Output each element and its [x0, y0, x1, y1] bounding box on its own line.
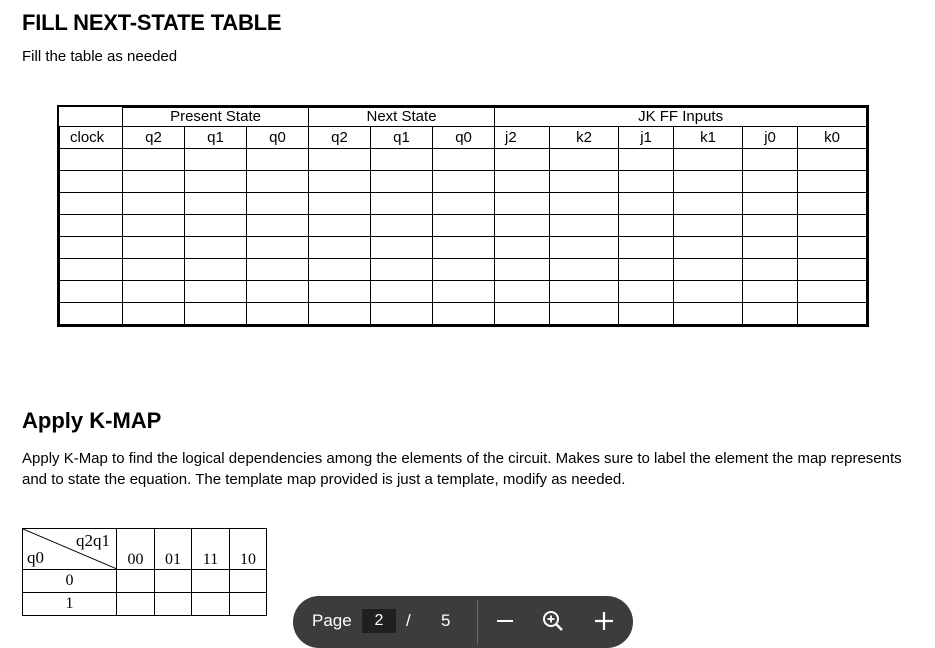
kmap-col-label: 00	[117, 529, 155, 570]
table-cell[interactable]	[619, 303, 674, 325]
zoom-fit-button[interactable]	[541, 609, 565, 633]
table-cell[interactable]	[185, 237, 247, 259]
kmap-cell[interactable]	[117, 593, 155, 616]
col-present-q1: q1	[185, 127, 247, 149]
table-cell[interactable]	[495, 149, 550, 171]
table-cell[interactable]	[743, 193, 798, 215]
table-cell[interactable]	[433, 193, 495, 215]
table-cell[interactable]	[743, 259, 798, 281]
table-cell[interactable]	[309, 303, 371, 325]
table-cell[interactable]	[60, 259, 123, 281]
current-page-input[interactable]: 2	[362, 609, 396, 633]
table-cell[interactable]	[743, 281, 798, 303]
zoom-out-button[interactable]	[494, 608, 516, 632]
table-cell[interactable]	[60, 237, 123, 259]
table-cell[interactable]	[798, 259, 867, 281]
instruction-text: Fill the table as needed	[22, 48, 178, 65]
next-state-table	[59, 107, 867, 325]
table-cell[interactable]	[743, 149, 798, 171]
table-cell[interactable]	[619, 149, 674, 171]
table-cell[interactable]	[674, 303, 743, 325]
table-cell[interactable]	[674, 237, 743, 259]
table-cell[interactable]	[123, 193, 185, 215]
table-cell[interactable]	[674, 171, 743, 193]
table-cell[interactable]	[674, 149, 743, 171]
table-cell[interactable]	[371, 281, 433, 303]
table-cell[interactable]	[185, 303, 247, 325]
table-cell[interactable]	[371, 149, 433, 171]
table-cell[interactable]	[371, 215, 433, 237]
kmap-corner	[23, 529, 117, 570]
table-cell[interactable]	[495, 215, 550, 237]
table-cell[interactable]	[309, 281, 371, 303]
kmap-cell[interactable]	[230, 570, 267, 593]
table-cell[interactable]	[433, 215, 495, 237]
table-cell[interactable]	[798, 303, 867, 325]
table-cell[interactable]	[550, 303, 619, 325]
table-cell[interactable]	[123, 259, 185, 281]
table-cell[interactable]	[185, 149, 247, 171]
table-row	[60, 281, 867, 303]
table-cell[interactable]	[60, 303, 123, 325]
table-cell[interactable]	[309, 259, 371, 281]
kmap-row-label: 1	[23, 593, 117, 616]
table-cell[interactable]	[743, 237, 798, 259]
table-cell[interactable]	[247, 149, 309, 171]
table-corner-blank	[60, 108, 123, 127]
kmap-col-label: 01	[155, 529, 192, 570]
table-cell[interactable]	[185, 215, 247, 237]
table-cell[interactable]	[674, 215, 743, 237]
col-next-q2: q2	[309, 127, 371, 149]
table-cell[interactable]	[674, 259, 743, 281]
table-cell[interactable]	[433, 171, 495, 193]
table-cell[interactable]	[550, 237, 619, 259]
col-present-q0: q0	[247, 127, 309, 149]
group-next-state: Next State	[309, 108, 495, 127]
col-k1: k1	[674, 127, 743, 149]
kmap-row-label: 0	[23, 570, 117, 593]
table-cell[interactable]	[60, 149, 123, 171]
table-cell[interactable]	[743, 171, 798, 193]
table-cell[interactable]	[495, 303, 550, 325]
col-clock: clock	[60, 127, 123, 149]
table-cell[interactable]	[123, 281, 185, 303]
table-cell[interactable]	[309, 237, 371, 259]
zoom-in-button[interactable]	[592, 609, 616, 633]
table-cell[interactable]	[185, 193, 247, 215]
table-row	[60, 215, 867, 237]
table-cell[interactable]	[123, 215, 185, 237]
table-row	[60, 193, 867, 215]
table-cell[interactable]	[798, 237, 867, 259]
group-present-state: Present State	[123, 108, 309, 127]
page-separator: /	[406, 611, 411, 630]
table-cell[interactable]	[433, 149, 495, 171]
table-cell[interactable]	[550, 281, 619, 303]
table-cell[interactable]	[123, 237, 185, 259]
kmap-cell[interactable]	[230, 593, 267, 616]
table-cell[interactable]	[495, 237, 550, 259]
table-cell[interactable]	[495, 281, 550, 303]
table-cell[interactable]	[433, 237, 495, 259]
table-cell[interactable]	[674, 193, 743, 215]
table-cell[interactable]	[550, 215, 619, 237]
col-k0: k0	[798, 127, 867, 149]
table-cell[interactable]	[619, 281, 674, 303]
kmap-instructions: Apply K-Map to find the logical dependencies among the elements of the circuit. Makes sure to label the element the map represents and to state the equation. The template map provided is just a template, modify as needed.	[22, 450, 902, 488]
table-cell[interactable]	[309, 171, 371, 193]
kmap-col-label: 11	[192, 529, 230, 570]
table-cell[interactable]	[247, 259, 309, 281]
col-next-q0: q0	[433, 127, 495, 149]
table-cell[interactable]	[619, 237, 674, 259]
table-cell[interactable]	[798, 171, 867, 193]
kmap-col-label: 10	[230, 529, 267, 570]
table-cell[interactable]	[550, 171, 619, 193]
zoom-magnifier-icon	[541, 609, 565, 633]
page-title: FILL NEXT-STATE TABLE	[22, 10, 282, 35]
table-cell[interactable]	[798, 193, 867, 215]
col-j2: j2	[495, 127, 550, 149]
page-label: Page	[312, 611, 352, 630]
table-cell[interactable]	[798, 215, 867, 237]
table-cell[interactable]	[619, 259, 674, 281]
table-cell[interactable]	[550, 149, 619, 171]
kmap-col-var: q2q1	[76, 531, 110, 550]
table-cell[interactable]	[743, 215, 798, 237]
col-next-q1: q1	[371, 127, 433, 149]
table-cell[interactable]	[433, 281, 495, 303]
group-jk-inputs: JK FF Inputs	[495, 108, 867, 127]
table-cell[interactable]	[247, 281, 309, 303]
table-cell[interactable]	[123, 149, 185, 171]
table-cell[interactable]	[60, 281, 123, 303]
table-cell[interactable]	[495, 193, 550, 215]
plus-icon	[592, 609, 616, 633]
table-cell[interactable]	[550, 193, 619, 215]
minus-icon	[494, 608, 516, 632]
table-cell[interactable]	[60, 193, 123, 215]
table-cell[interactable]	[619, 171, 674, 193]
kmap-cell[interactable]	[155, 593, 192, 616]
table-cell[interactable]	[495, 171, 550, 193]
section-title-kmap: Apply K-MAP	[22, 408, 162, 433]
table-cell[interactable]	[247, 303, 309, 325]
table-cell[interactable]	[247, 215, 309, 237]
kmap-cell[interactable]	[117, 570, 155, 593]
table-cell[interactable]	[371, 193, 433, 215]
total-pages: 5	[441, 611, 451, 630]
col-j0: j0	[743, 127, 798, 149]
table-cell[interactable]	[371, 237, 433, 259]
table-cell[interactable]	[123, 303, 185, 325]
kmap-row-var: q0	[27, 548, 44, 567]
table-cell[interactable]	[619, 193, 674, 215]
col-present-q2: q2	[123, 127, 185, 149]
table-cell[interactable]	[185, 281, 247, 303]
toolbar-divider	[477, 600, 478, 644]
table-row	[60, 259, 867, 281]
col-k2: k2	[550, 127, 619, 149]
table-cell[interactable]	[495, 259, 550, 281]
table-cell[interactable]	[309, 149, 371, 171]
table-row	[60, 237, 867, 259]
table-cell[interactable]	[371, 259, 433, 281]
table-cell[interactable]	[185, 171, 247, 193]
table-cell[interactable]	[371, 171, 433, 193]
table-cell[interactable]	[60, 171, 123, 193]
table-cell[interactable]	[309, 193, 371, 215]
table-cell[interactable]	[60, 215, 123, 237]
kmap-cell[interactable]	[155, 570, 192, 593]
table-cell[interactable]	[433, 303, 495, 325]
table-cell[interactable]	[798, 149, 867, 171]
table-cell[interactable]	[371, 303, 433, 325]
table-cell[interactable]	[123, 171, 185, 193]
table-row	[60, 303, 867, 325]
table-cell[interactable]	[619, 215, 674, 237]
kmap-cell[interactable]	[192, 570, 230, 593]
table-cell[interactable]	[674, 281, 743, 303]
table-row	[60, 171, 867, 193]
kmap-cell[interactable]	[192, 593, 230, 616]
col-j1: j1	[619, 127, 674, 149]
pdf-page-toolbar	[293, 596, 633, 648]
kmap-template	[22, 528, 267, 616]
table-row	[60, 149, 867, 171]
table-cell[interactable]	[185, 259, 247, 281]
table-cell[interactable]	[743, 303, 798, 325]
table-cell[interactable]	[433, 259, 495, 281]
table-cell[interactable]	[247, 237, 309, 259]
table-cell[interactable]	[309, 215, 371, 237]
table-cell[interactable]	[247, 171, 309, 193]
table-cell[interactable]	[798, 281, 867, 303]
table-cell[interactable]	[550, 259, 619, 281]
table-cell[interactable]	[247, 193, 309, 215]
